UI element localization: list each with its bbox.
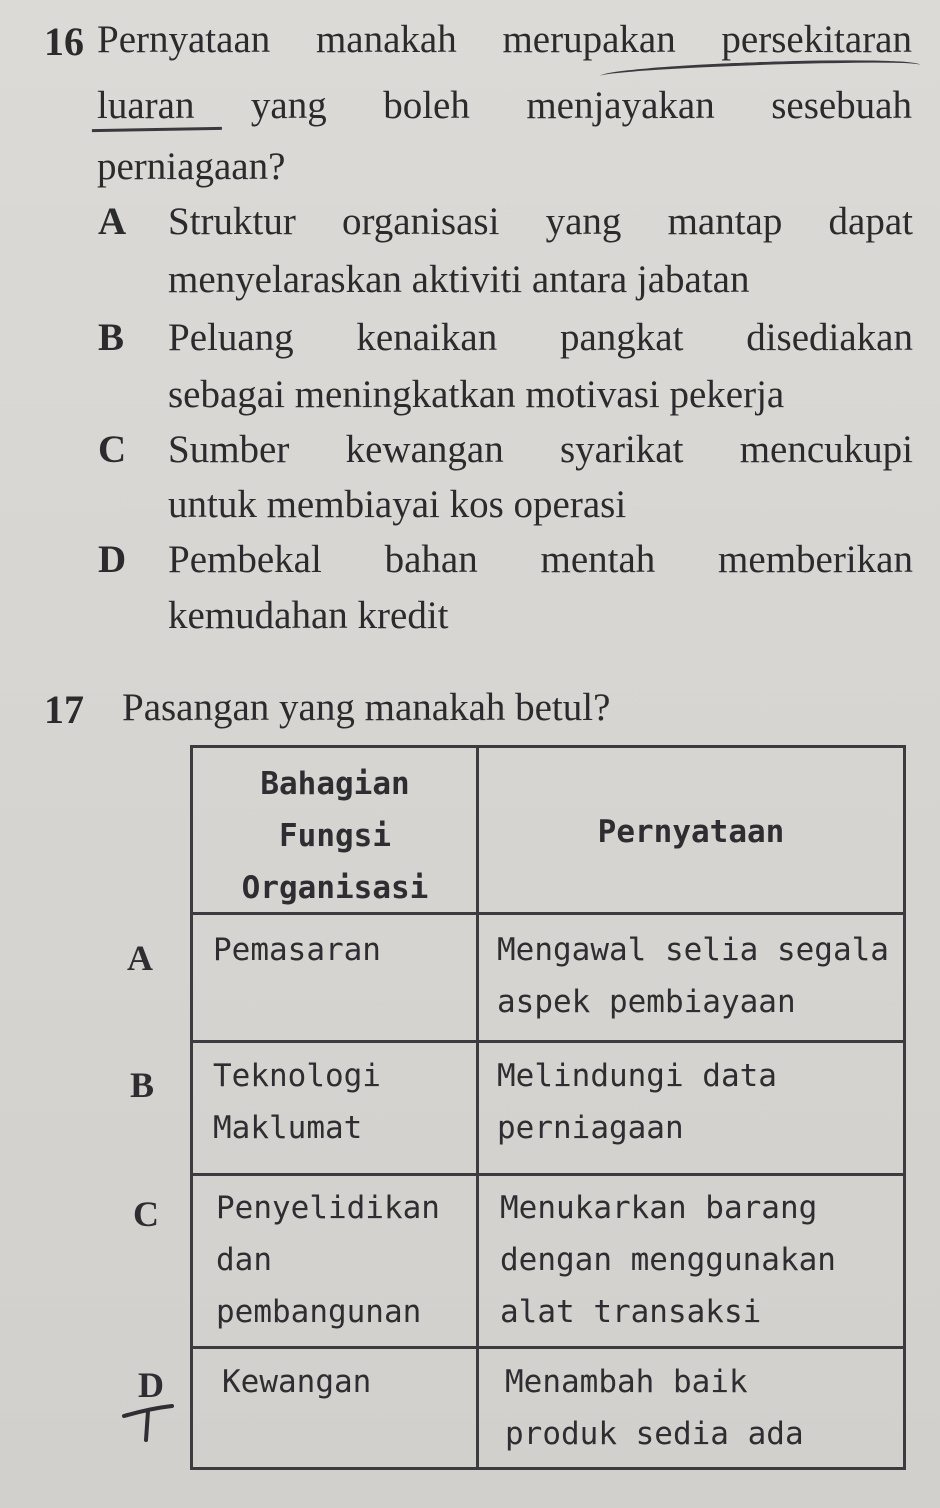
row-b-letter: B (130, 1065, 155, 1105)
cell-line: produk sedia ada (505, 1416, 804, 1452)
option-b-line-1: Peluang kenaikan pangkat disediakan (168, 316, 913, 359)
cell-line: Menambah baik (505, 1364, 748, 1400)
table-row-divider (190, 1346, 906, 1349)
header-col1-line: Bahagian (260, 766, 410, 802)
cell-line: aspek pembiayaan (497, 984, 796, 1020)
row-c-col1 (216, 1182, 440, 1338)
option-b-letter: B (98, 316, 125, 359)
cell-line: Teknologi (213, 1058, 381, 1094)
option-d-line-2: kemudahan kredit (168, 594, 449, 637)
option-c-letter: C (98, 428, 127, 471)
header-col1-line: Fungsi (279, 818, 391, 854)
cell-line: Penyelidikan (216, 1190, 440, 1226)
question-16-number: 16 (44, 19, 84, 64)
cell-line: Melindungi data (497, 1058, 777, 1094)
cell-line: perniagaan (497, 1110, 684, 1146)
cell-line: dan (216, 1242, 272, 1278)
header-col2-line: Pernyataan (597, 814, 785, 850)
question-16-stem-line-2: luaran yang boleh menjayakan sesebuah (97, 84, 912, 127)
question-17-number: 17 (44, 687, 84, 732)
row-c-letter: C (133, 1194, 159, 1234)
row-a-letter: A (127, 938, 153, 978)
cell-line: Menukarkan barang (500, 1190, 818, 1226)
question-17-stem: Pasangan yang manakah betul? (122, 686, 611, 729)
table-row-divider (190, 1040, 906, 1043)
option-d-letter: D (98, 538, 127, 581)
pen-underline-mark (92, 127, 222, 142)
cell-line: Mengawal selia segala (497, 932, 889, 968)
cell-line: dengan menggunakan (500, 1242, 836, 1278)
question-16-stem-line-1: Pernyataan manakah merupakan persekitaran (97, 18, 912, 61)
option-a-line-2: menyelaraskan aktiviti antara jabatan (168, 258, 750, 301)
row-a-col2 (497, 924, 889, 1028)
row-d-letter: D (138, 1365, 164, 1405)
table-header-col1 (190, 758, 480, 914)
option-a-line-1: Struktur organisasi yang mantap dapat (168, 200, 913, 243)
row-d-col1 (222, 1356, 371, 1408)
option-a-letter: A (98, 200, 127, 243)
cell-line: alat transaksi (500, 1294, 762, 1330)
option-c-line-2: untuk membiayai kos operasi (168, 483, 627, 526)
handwritten-mark-icon (118, 1398, 178, 1444)
question-16-stem-line-3: perniagaan? (97, 145, 286, 188)
row-d-col2 (505, 1356, 804, 1460)
table-row-divider (190, 1173, 906, 1176)
row-b-col2 (497, 1050, 777, 1154)
option-b-line-2: sebagai meningkatkan motivasi pekerja (168, 373, 785, 416)
option-c-line-1: Sumber kewangan syarikat mencukupi (168, 428, 913, 471)
cell-line: Maklumat (213, 1110, 363, 1146)
row-b-col1 (213, 1050, 381, 1154)
header-col1-line: Organisasi (241, 870, 429, 906)
option-d-line-1: Pembekal bahan mentah memberikan (168, 538, 913, 581)
table-header-col2 (479, 806, 903, 858)
row-c-col2 (500, 1182, 836, 1338)
cell-line: pembangunan (216, 1294, 422, 1330)
row-a-col1 (213, 924, 381, 976)
cell-line: Kewangan (222, 1364, 372, 1400)
cell-line: Pemasaran (213, 932, 381, 968)
